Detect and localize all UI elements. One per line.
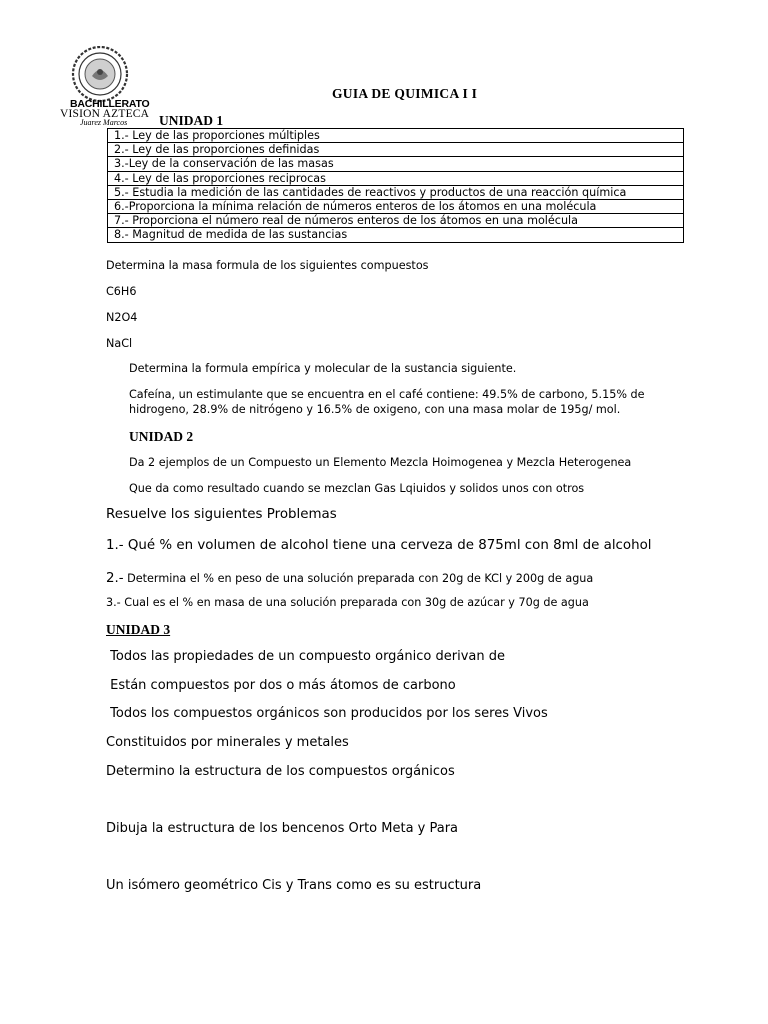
definition-cell: 4.- Ley de las proporciones reciprocas [108,171,684,185]
definition-cell: 5.- Estudia la medición de las cantidades de reactivos y productos de una reacción química [108,185,684,199]
definition-cell: 2.- Ley de las proporciones definidas [108,143,684,157]
empirica-prompt: Determina la formula empírica y molecular de la sustancia siguiente. [129,362,517,375]
page-title: GUIA DE QUIMICA I I [332,86,478,101]
isomero-question: Un isómero geométrico Cis y Trans como es su estructura [106,878,482,893]
definition-cell: 8.- Magnitud de medida de las sustancias [108,228,684,242]
table-row [108,171,684,185]
unidad-1-heading: UNIDAD 1 [159,113,224,128]
compound-c6h6: C6H6 [106,285,137,298]
compound-n2o4: N2O4 [106,311,138,324]
unidad-2-heading: UNIDAD 2 [129,429,194,444]
problem-3: 3.- Cual es el % en masa de una solución preparada con 30g de azúcar y 70g de agua [106,596,589,609]
problem-2 [106,567,593,586]
cafeina-line-1: Cafeína, un estimulante que se encuentra en el café contiene: 49.5% de carbono, 5.15% de [129,388,645,401]
definitions-table [107,128,684,243]
unidad-3-heading: UNIDAD 3 [106,622,171,637]
table-row [108,214,684,228]
unidad-3-item-5: Determino la estructura de los compuestos orgánicos [106,764,455,779]
table-row [108,199,684,213]
cafeina-line-2: hidrogeno, 28.9% de nitrógeno y 16.5% de oxigeno, con una masa molar de 195g/ mol. [129,403,621,416]
unidad-3-item-4: Constituidos por minerales y metales [106,735,349,750]
problems-heading: Resuelve los siguientes Problemas [106,507,337,522]
problem-2-text: Determina el % en peso de una solución preparada con 20g de KCl y 200g de agua [123,572,594,585]
compound-nacl: NaCl [106,337,133,350]
problem-1: 1.- Qué % en volumen de alcohol tiene una cerveza de 875ml con 8ml de alcohol [106,538,652,553]
table-row [108,129,684,143]
logo-line-1: BACHILLERATO [70,98,150,110]
problem-2-number: 2.- [106,571,124,586]
bencenos-question: Dibuja la estructura de los bencenos Orto Meta y Para [106,821,459,836]
table-row [108,143,684,157]
school-logo [58,46,154,126]
unidad-3-item-2: Están compuestos por dos o más átomos de carbono [106,678,456,693]
logo-signature: Juarez Marcos [80,118,128,127]
table-row [108,157,684,171]
unidad-3-item-1: Todos las propiedades de un compuesto orgánico derivan de [106,649,505,664]
table-row [108,228,684,242]
table-row [108,185,684,199]
definition-cell: 3.-Ley de la conservación de las masas [108,157,684,171]
definition-cell: 1.- Ley de las proporciones múltiples [108,129,684,143]
logo-line-2: VISION AZTECA [60,108,150,120]
definition-cell: 7.- Proporciona el número real de números enteros de los átomos en una molécula [108,214,684,228]
definition-cell: 6.-Proporciona la mínima relación de números enteros de los átomos en una molécula [108,199,684,213]
unidad-2-question-1: Da 2 ejemplos de un Compuesto un Elemento Mezcla Hoimogenea y Mezcla Heterogenea [129,456,632,469]
unidad-3-item-3: Todos los compuestos orgánicos son producidos por los seres Vivos [106,706,548,721]
masa-formula-prompt: Determina la masa formula de los siguientes compuestos [106,259,429,272]
unidad-2-question-2: Que da como resultado cuando se mezclan Gas Lqiuidos y solidos unos con otros [129,482,585,495]
